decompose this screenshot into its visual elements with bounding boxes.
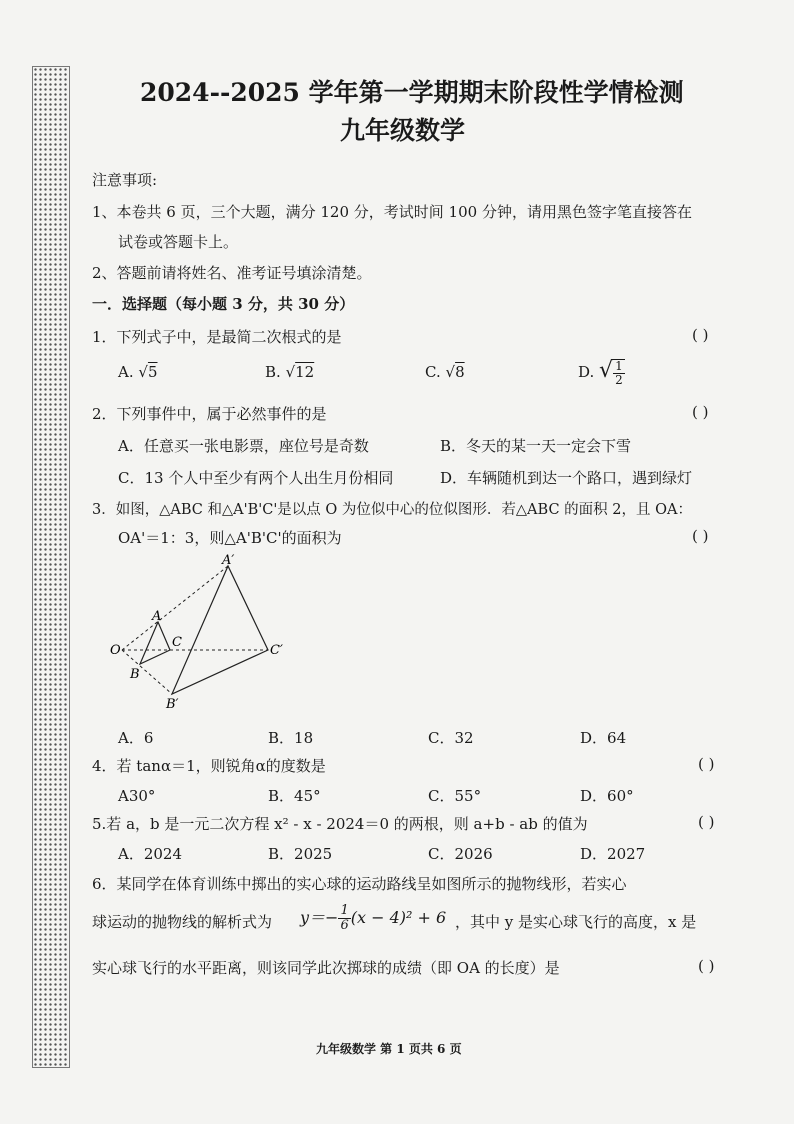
note-1-line-1: 1、本卷共 6 页，三个大题，满分 120 分，考试时间 100 分钟，请用黑色签字笔直接答在 — [92, 203, 692, 221]
q1-option-d-numerator: 1 — [615, 359, 623, 373]
note-2: 2、答题前请将姓名、准考证号填涂清楚。 — [92, 264, 372, 282]
q1-stem: 1．下列式子中，是最简二次根式的是 — [92, 328, 342, 346]
q2-option-a: A．任意买一张电影票，座位号是奇数 — [118, 437, 369, 455]
q1-option-c-value: 8 — [455, 363, 465, 381]
label-b: B — [130, 667, 140, 682]
q1-option-d — [578, 356, 625, 387]
q1-option-b-label: B. — [265, 363, 281, 381]
q6-eq-y: y＝− — [300, 908, 339, 927]
q5-option-b: B．2025 — [268, 845, 333, 863]
q5-stem: 5.若 a，b 是一元二次方程 x² - x - 2024＝0 的两根，则 a+b - ab 的值为 — [92, 815, 588, 833]
q1-answer-paren: ( ) — [692, 326, 709, 344]
q3-option-a: A．6 — [118, 729, 154, 747]
q3-answer-paren: ( ) — [692, 527, 709, 545]
q6-parabola-equation — [300, 904, 446, 933]
section-1-heading: 一．选择题（每小题 3 分，共 30 分） — [92, 295, 355, 313]
q4-option-b: B．45° — [268, 787, 321, 805]
notes-heading: 注意事项: — [92, 171, 158, 189]
q5-option-d: D．2027 — [580, 845, 646, 863]
binding-margin — [32, 66, 70, 1068]
q4-option-c: C．55° — [428, 787, 482, 805]
q2-stem: 2．下列事件中，属于必然事件的是 — [92, 405, 327, 423]
q3-option-c: C．32 — [428, 729, 474, 747]
q4-option-a: A30° — [118, 787, 156, 805]
q4-option-d: D．60° — [580, 787, 634, 805]
exam-subtitle: 九年级数学 — [340, 116, 466, 145]
label-o: O — [110, 643, 121, 658]
q6-eq-fraction — [338, 904, 350, 933]
q6-eq-denominator: 6 — [340, 918, 349, 933]
q6-eq-rest: (x − 4)² + 6 — [350, 908, 447, 927]
q3-stem-line-1: 3．如图，△ABC 和△A'B'C'是以点 O 为位似中心的位似图形．若△ABC 的面积 2，且 OA： — [92, 502, 692, 518]
q6-eq-numerator: 1 — [340, 903, 349, 918]
sqrt-icon: √ — [445, 363, 456, 381]
q1-option-a-label: A. — [118, 363, 134, 381]
q1-option-d-fraction — [613, 359, 625, 387]
q2-option-b: B．冬天的某一天一定会下雪 — [440, 437, 632, 455]
exam-title: 2024--2025 学年第一学期期末阶段性学情检测 — [140, 78, 684, 107]
q2-option-d: D．车辆随机到达一个路口，遇到绿灯 — [440, 469, 693, 487]
q6-stem-line-1: 6．某同学在体育训练中掷出的实心球的运动路线呈如图所示的抛物线形，若实心 — [92, 875, 627, 893]
q5-option-c: C．2026 — [428, 845, 493, 863]
q3-homothety-figure — [108, 552, 298, 712]
q1-option-b — [265, 362, 314, 382]
sqrt-icon: √ — [138, 363, 148, 381]
q1-option-d-label: D. — [578, 363, 595, 381]
q2-option-c: C．13 个人中至少有两个人出生月份相同 — [118, 469, 394, 487]
q1-option-b-value: 12 — [295, 363, 315, 381]
q4-answer-paren: ( ) — [698, 755, 715, 773]
sqrt-icon: √ — [285, 363, 296, 381]
q3-option-d: D．64 — [580, 729, 627, 747]
label-a-prime: A′ — [222, 553, 235, 568]
q6-stem-line-2a: 球运动的抛物线的解析式为 — [92, 913, 273, 931]
q1-option-d-denominator: 2 — [615, 373, 623, 387]
q1-option-c — [425, 362, 465, 382]
q6-answer-paren: ( ) — [698, 957, 715, 975]
triangle-a2b2c2 — [172, 566, 268, 694]
q5-answer-paren: ( ) — [698, 813, 715, 831]
q3-option-b: B．18 — [268, 729, 314, 747]
q2-answer-paren: ( ) — [692, 403, 709, 421]
page-footer: 九年级数学 第 1 页共 6 页 — [316, 1042, 462, 1056]
q5-option-a: A．2024 — [118, 845, 183, 863]
label-b-prime: B′ — [166, 697, 179, 712]
q4-stem: 4．若 tanα＝1，则锐角α的度数是 — [92, 757, 326, 775]
q6-stem-line-2b: ，其中 y 是实心球飞行的高度，x 是 — [455, 913, 697, 931]
label-c-prime: C′ — [270, 643, 283, 658]
q1-option-a-value: 5 — [147, 363, 158, 381]
label-a: A — [152, 609, 162, 624]
sqrt-icon: √ — [599, 358, 614, 383]
note-1-line-2: 试卷或答题卡上。 — [118, 233, 239, 251]
q6-stem-line-3: 实心球飞行的水平距离，则该同学此次掷球的成绩（即 OA 的长度）是 — [92, 959, 560, 977]
label-c: C — [172, 635, 182, 650]
q3-stem-line-2: OA'＝1：3，则△A'B'C'的面积为 — [118, 529, 342, 547]
triangle-abc — [140, 622, 170, 664]
q1-option-a — [118, 362, 158, 382]
q1-option-c-label: C. — [425, 363, 441, 381]
